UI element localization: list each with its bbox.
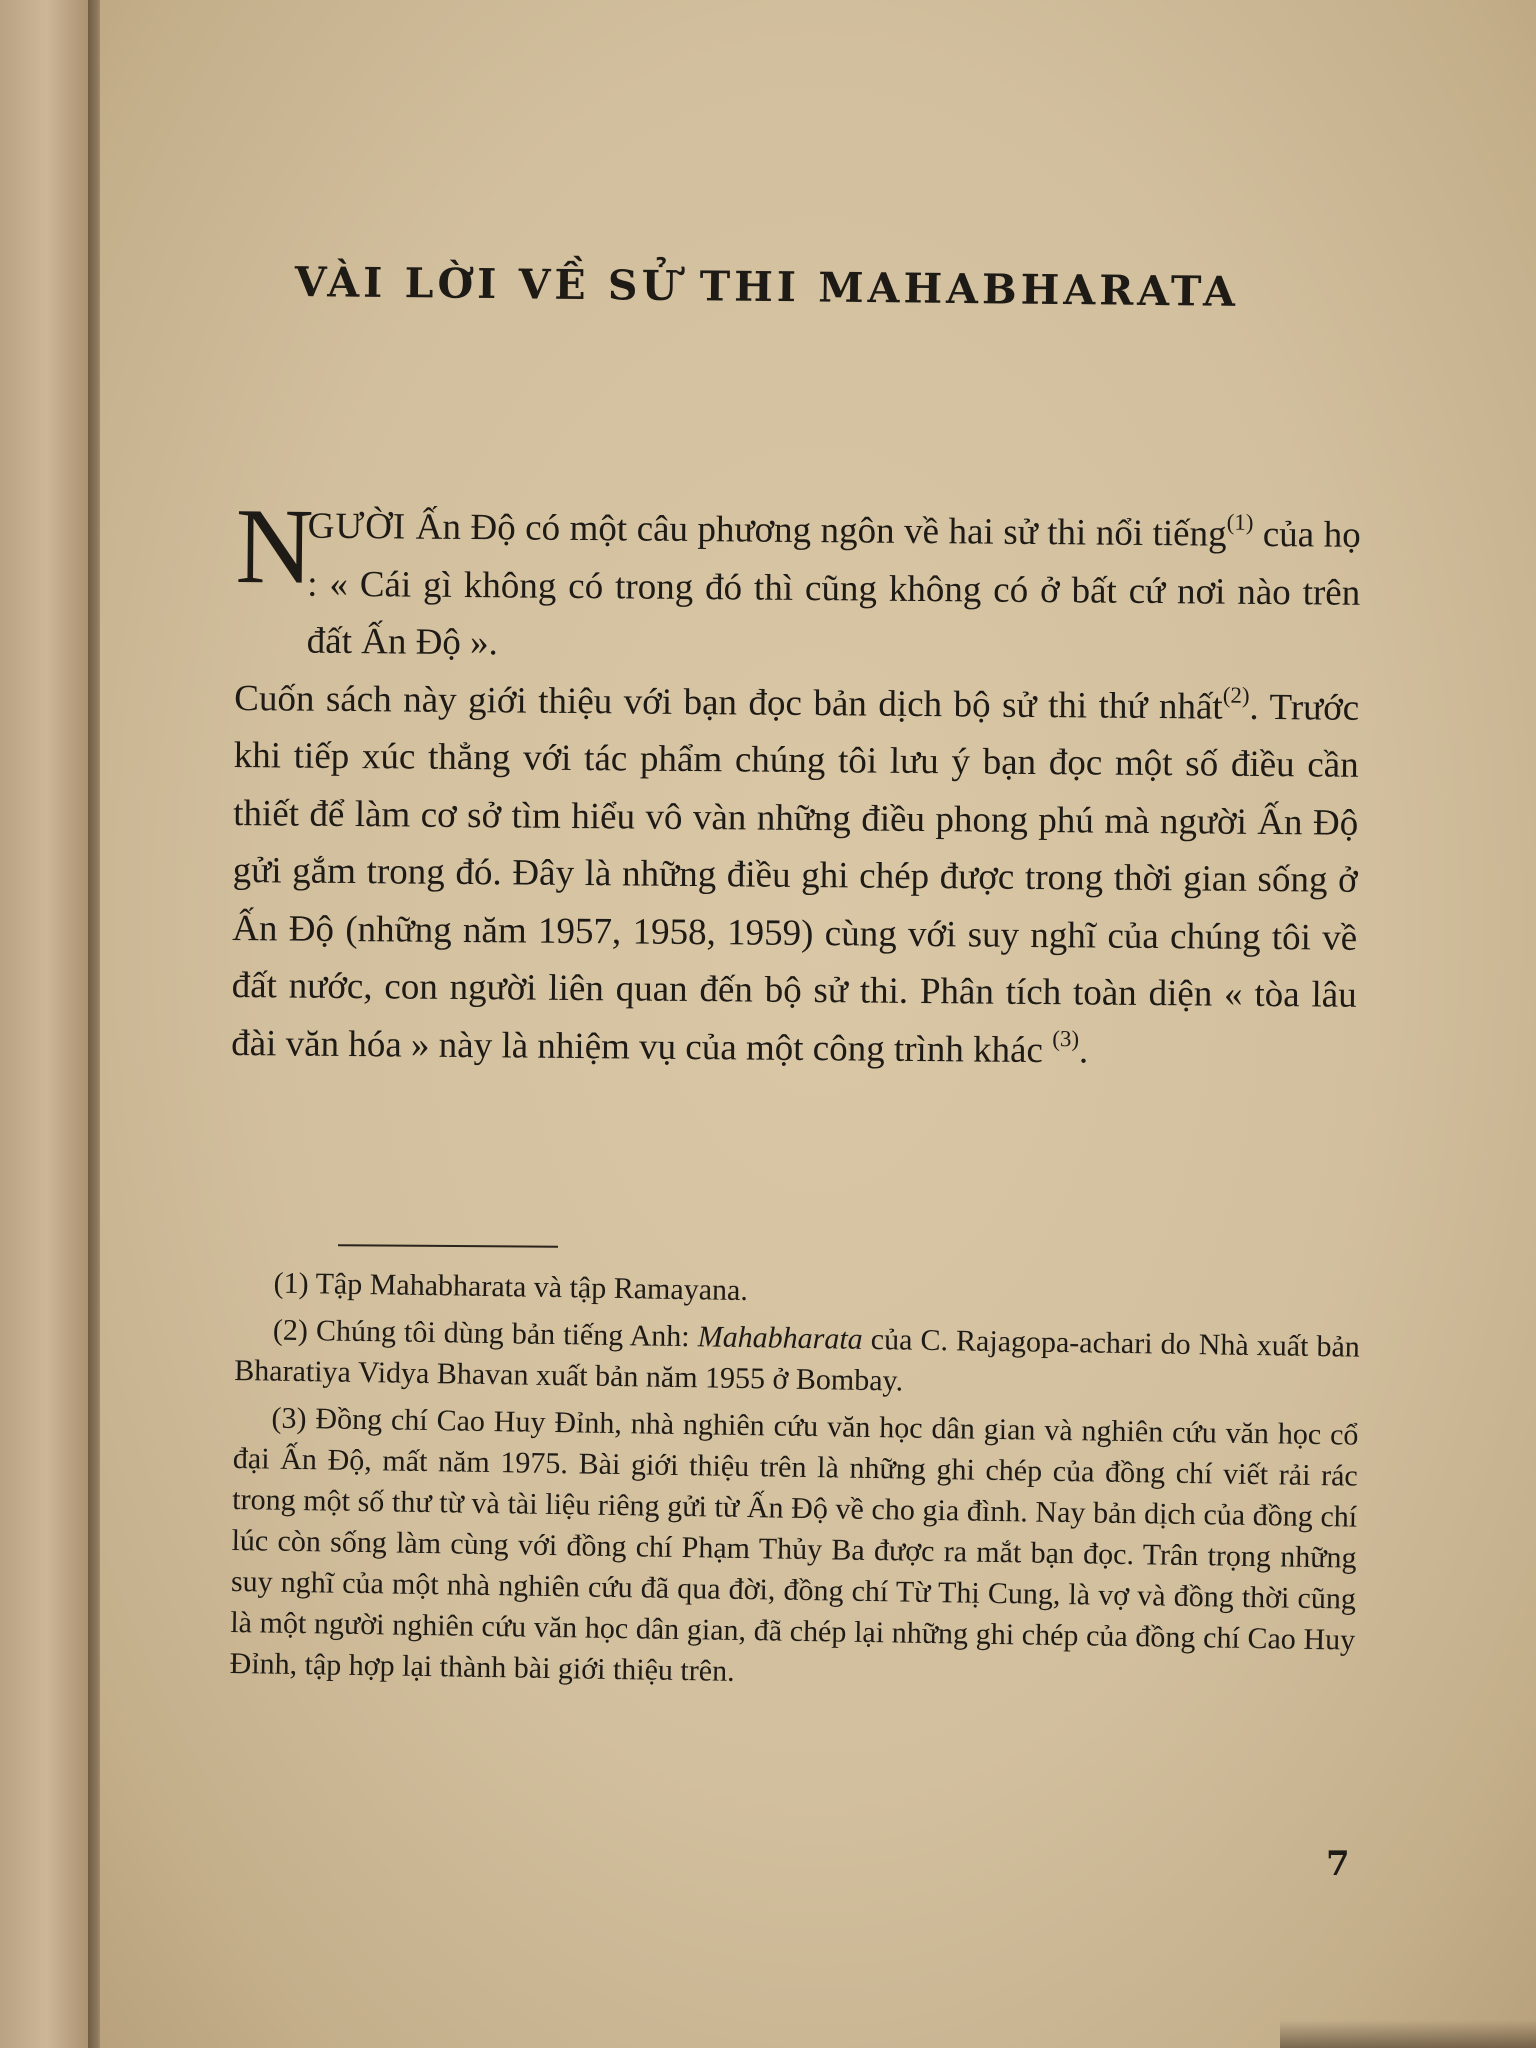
footnote-ref-3: (3) (1052, 1025, 1080, 1051)
paragraph-1-text: Ấn Độ có một câu phương ngôn về hai sử thi nổi tiếng (406, 506, 1227, 555)
paragraph-1-text-end: của họ : « Cái gì không có trong đó thì cũng không có ở bất cứ nơi nào trên đất Ấn Độ ». (306, 513, 1361, 664)
footnotes (229, 1262, 1361, 1708)
footnote-2 (234, 1309, 1360, 1409)
facing-page-edge (0, 0, 92, 2048)
paragraph-1 (234, 487, 1361, 679)
footnote-2-text-end: của C. Rajagopa-achari do Nhà xuất bản Bharatiya Vidya Bhavan xuất bản năm 1955 ở Bombay. (234, 1322, 1361, 1398)
drop-cap: N (235, 487, 315, 607)
page-title: VÀI LỜI VỀ SỬ THI MAHABHARATA (294, 258, 1240, 316)
page-number: 7 (1326, 1844, 1350, 1884)
footnote-3: (3) Đồng chí Cao Huy Đỉnh, nhà nghiên cứu văn học dân gian và nghiên cứu văn học cổ đại Ấn Độ, mất năm 1975. Bài giới thiệu trên là những ghi chép của đồng chí viết rải rác trong một số thư từ và tài liệu riêng gửi từ Ấn Độ về cho gia đình. Nay bản dịch của đồng chí lúc còn sống làm cùng với đồng chí Phạm Thủy Ba được ra mắt bạn đọc. Trân trọng những suy nghĩ của một nhà nghiên cứu đã qua đời, đồng chí Từ Thị Cung, là vợ và đồng thời cũng là một người nghiên cứu văn học dân gian, đã chép lại những ghi chép của đồng chí Cao Huy Đỉnh, tập hợp lại thành bài giới thiệu trên. (229, 1401, 1359, 1688)
footnote-1: (1) Tập Mahabharata và tập Ramayana. (273, 1266, 749, 1308)
paragraph-2-text: Cuốn sách này giới thiệu với bạn đọc bản dịch bộ sử thi thứ nhất (234, 677, 1223, 728)
footnote-divider (338, 1244, 558, 1248)
main-text (231, 487, 1361, 1082)
paragraph-2-text-middle: . Trước khi tiếp xúc thẳng với tác phẩm chúng tôi lưu ý bạn đọc một số điều cần thiết để làm cơ sở tìm hiểu vô vàn những điều phong phú mà người Ấn Độ gửi gắm trong đó. Đây là những điều ghi chép được trong thời gian sống ở Ấn Độ (những năm 1957, 1958, 1959) cùng với suy nghĩ của chúng tôi về đất nước, con người liên quan đến bộ sử thi. Phân tích toàn diện « tòa lâu đài văn hóa » này là nhiệm vụ của một công trình khác (231, 686, 1360, 1071)
paragraph-2 (231, 669, 1359, 1081)
footnote-2-text: (2) Chúng tôi dùng bản tiếng Anh: (272, 1313, 698, 1354)
paragraph-2-text-end: . (1078, 1029, 1089, 1071)
footnote-ref-2: (2) (1222, 682, 1250, 708)
page-shadow (1280, 2020, 1536, 2048)
footnote-2-book-title: Mahabharata (697, 1320, 863, 1356)
footnote-ref-1: (1) (1226, 509, 1254, 535)
book-page (100, 0, 1536, 2048)
paragraph-1-lead: GƯỜI (307, 505, 407, 548)
